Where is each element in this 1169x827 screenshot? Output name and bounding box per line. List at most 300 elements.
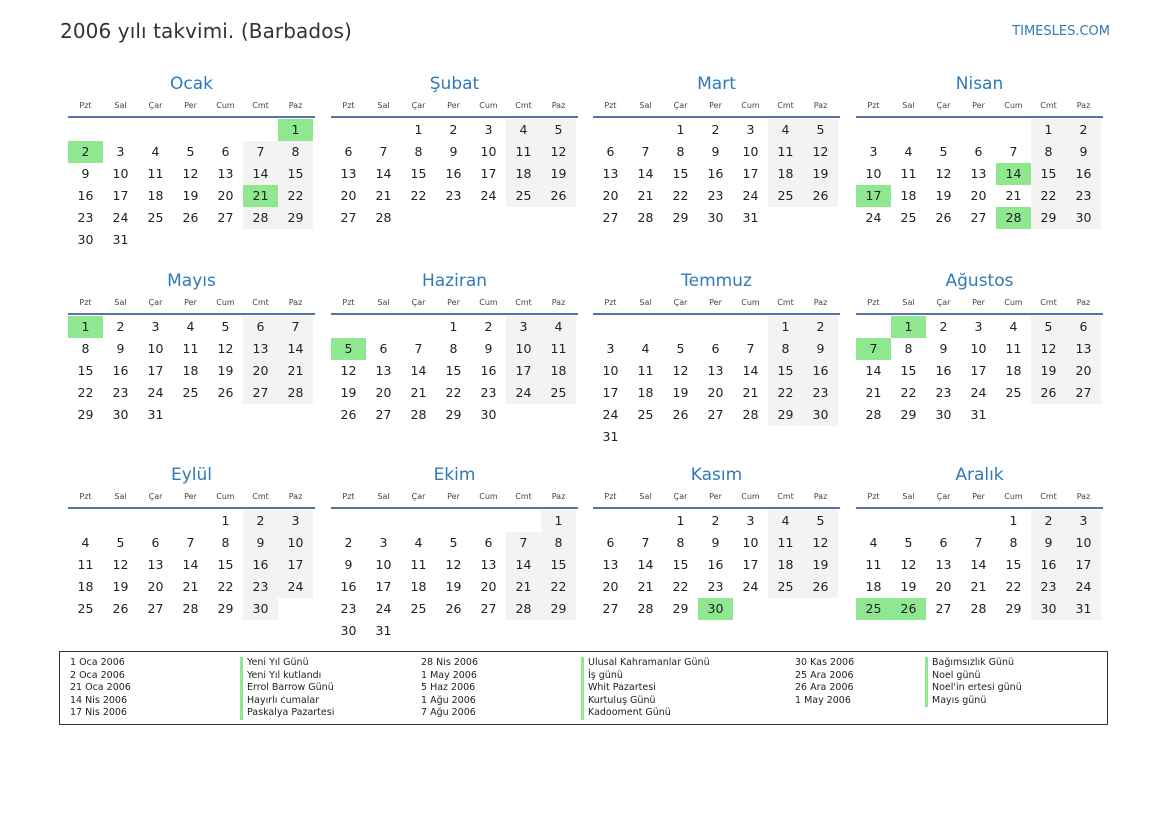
day-cell: 1	[1031, 119, 1066, 141]
day-cell: 6	[243, 316, 278, 338]
day-cell: 27	[602, 210, 619, 225]
day-cell: 8	[278, 141, 313, 163]
day-cell: 17	[480, 166, 497, 181]
weekday-label: Sal	[377, 101, 390, 110]
day-cell: 11	[77, 557, 94, 572]
day-cell: 2	[803, 316, 838, 338]
day-cell: 6	[1066, 316, 1101, 338]
day-cell: 4	[641, 341, 650, 356]
day-cell: 27	[935, 601, 952, 616]
weekday-label: Cum	[216, 101, 235, 110]
day-cell: 11	[410, 557, 427, 572]
day-cell: 21	[410, 385, 427, 400]
weekday-label: Sal	[377, 298, 390, 307]
day-cell: 14	[375, 166, 392, 181]
legend-holiday-name: Errol Barrow Günü	[240, 682, 334, 695]
day-cell: 8	[1009, 535, 1018, 550]
day-cell: 6	[221, 144, 230, 159]
weekday-label: Çar	[936, 298, 951, 307]
day-cell: 23	[1066, 185, 1101, 207]
month-name: Kasım	[690, 465, 743, 485]
day-cell: 9	[116, 341, 125, 356]
day-cell: 19	[803, 163, 838, 185]
weekday-label: Çar	[411, 101, 426, 110]
weekday-label: Paz	[813, 298, 828, 307]
holiday-day-cell: 30	[698, 598, 733, 620]
empty-cell	[961, 119, 996, 141]
weekday-label: Cmt	[1040, 101, 1057, 110]
weekday-label: Per	[972, 101, 985, 110]
day-cell: 22	[541, 576, 576, 598]
day-cell: 10	[742, 144, 759, 159]
holiday-day-cell: 26	[891, 598, 926, 620]
day-cell: 7	[1009, 144, 1018, 159]
day-cell: 8	[541, 532, 576, 554]
weekday-label: Cum	[216, 298, 235, 307]
day-cell: 6	[606, 144, 615, 159]
day-cell: 15	[217, 557, 234, 572]
day-cell: 14	[865, 363, 882, 378]
day-cell: 14	[970, 557, 987, 572]
day-cell: 21	[637, 579, 654, 594]
day-cell: 31	[742, 210, 759, 225]
day-cell: 7	[379, 144, 388, 159]
day-cell: 25	[147, 210, 164, 225]
day-cell: 21	[970, 579, 987, 594]
day-cell: 5	[541, 119, 576, 141]
weekday-label: Cmt	[777, 298, 794, 307]
day-cell: 26	[340, 407, 357, 422]
day-cell: 16	[1031, 554, 1066, 576]
day-cell: 5	[116, 535, 125, 550]
day-cell: 29	[1031, 207, 1066, 229]
day-cell: 21	[506, 576, 541, 598]
day-cell: 30	[480, 407, 497, 422]
day-cell: 11	[1005, 341, 1022, 356]
day-cell: 6	[344, 144, 353, 159]
day-cell: 20	[243, 360, 278, 382]
day-cell: 2	[484, 319, 493, 334]
weekday-label: Per	[184, 101, 197, 110]
day-cell: 4	[904, 144, 913, 159]
day-cell: 31	[147, 407, 164, 422]
day-grid	[856, 316, 1103, 426]
day-cell: 23	[1031, 576, 1066, 598]
day-cell: 9	[1066, 141, 1101, 163]
weekday-label: Per	[184, 298, 197, 307]
weekday-header	[856, 487, 1103, 509]
day-cell: 9	[1031, 532, 1066, 554]
day-cell: 5	[1031, 316, 1066, 338]
day-cell: 7	[243, 141, 278, 163]
day-cell: 22	[672, 188, 689, 203]
holiday-legend	[59, 651, 1108, 725]
weekday-label: Sal	[114, 492, 127, 501]
day-cell: 23	[935, 385, 952, 400]
day-cell: 5	[939, 144, 948, 159]
weekday-label: Sal	[639, 298, 652, 307]
day-cell: 11	[865, 557, 882, 572]
day-cell: 3	[746, 513, 755, 528]
day-cell: 8	[414, 144, 423, 159]
empty-cell	[366, 119, 401, 141]
day-cell: 7	[641, 535, 650, 550]
day-cell: 17	[602, 385, 619, 400]
day-cell: 15	[768, 360, 803, 382]
day-cell: 16	[803, 360, 838, 382]
day-cell: 12	[445, 557, 462, 572]
day-cell: 4	[541, 316, 576, 338]
day-cell: 24	[742, 579, 759, 594]
month-name: Ocak	[170, 74, 213, 94]
day-cell: 25	[637, 407, 654, 422]
day-cell: 9	[803, 338, 838, 360]
month-11	[593, 464, 840, 620]
day-cell: 9	[344, 557, 353, 572]
legend-date: 2 Oca 2006	[70, 669, 125, 681]
day-cell: 22	[900, 385, 917, 400]
month-name: Mayıs	[167, 271, 216, 291]
legend-date: 1 May 2006	[795, 694, 851, 706]
weekday-label: Per	[972, 492, 985, 501]
legend-holiday-name: İş günü	[581, 670, 623, 683]
holiday-day-cell: 1	[278, 119, 313, 141]
day-cell: 27	[602, 601, 619, 616]
day-cell: 1	[676, 513, 685, 528]
day-cell: 20	[707, 385, 724, 400]
day-cell: 6	[379, 341, 388, 356]
day-cell: 16	[935, 363, 952, 378]
legend-item	[795, 657, 1022, 670]
weekday-label: Sal	[902, 101, 915, 110]
day-cell: 15	[445, 363, 462, 378]
day-cell: 24	[112, 210, 129, 225]
weekday-label: Cmt	[252, 298, 269, 307]
empty-cell	[401, 510, 436, 532]
day-cell: 13	[480, 557, 497, 572]
day-cell: 28	[243, 207, 278, 229]
weekday-label: Cmt	[777, 101, 794, 110]
day-cell: 11	[900, 166, 917, 181]
day-cell: 4	[768, 510, 803, 532]
month-name: Haziran	[421, 271, 488, 291]
weekday-label: Paz	[288, 101, 303, 110]
legend-holiday-name: Mayıs günü	[925, 695, 986, 708]
legend-holiday-name: Kadooment Günü	[581, 707, 671, 720]
day-cell: 29	[278, 207, 313, 229]
day-cell: 13	[375, 363, 392, 378]
day-cell: 31	[1066, 598, 1101, 620]
day-cell: 8	[449, 341, 458, 356]
day-cell: 18	[541, 360, 576, 382]
weekday-header	[856, 293, 1103, 315]
day-cell: 24	[278, 576, 313, 598]
weekday-header	[68, 293, 315, 315]
holiday-day-cell: 28	[996, 207, 1031, 229]
day-cell: 16	[707, 557, 724, 572]
weekday-label: Cum	[216, 492, 235, 501]
empty-cell	[506, 510, 541, 532]
day-cell: 22	[1005, 579, 1022, 594]
day-cell: 8	[676, 535, 685, 550]
legend-item	[70, 707, 334, 720]
day-cell: 8	[768, 338, 803, 360]
day-cell: 9	[711, 535, 720, 550]
day-cell: 21	[865, 385, 882, 400]
empty-cell	[331, 119, 366, 141]
day-cell: 12	[672, 363, 689, 378]
day-cell: 25	[541, 382, 576, 404]
weekday-label: Cum	[741, 298, 760, 307]
day-cell: 29	[445, 407, 462, 422]
weekday-label: Sal	[902, 492, 915, 501]
day-cell: 3	[869, 144, 878, 159]
day-cell: 3	[1066, 510, 1101, 532]
legend-date: 25 Ara 2006	[795, 669, 854, 681]
weekday-label: Paz	[1076, 298, 1091, 307]
weekday-label: Per	[709, 298, 722, 307]
day-cell: 26	[935, 210, 952, 225]
day-cell: 18	[900, 188, 917, 203]
legend-holiday-name: Kurtuluş Günü	[581, 695, 655, 708]
day-cell: 6	[711, 341, 720, 356]
weekday-header	[593, 96, 840, 118]
legend-holiday-name: Yeni Yıl kutlandı	[240, 670, 321, 683]
day-grid	[331, 119, 578, 229]
holiday-day-cell: 5	[331, 338, 366, 360]
legend-item	[70, 670, 334, 683]
legend-date: 17 Nis 2006	[70, 707, 127, 719]
day-cell: 12	[803, 141, 838, 163]
weekday-label: Cum	[741, 492, 760, 501]
weekday-header	[331, 96, 578, 118]
legend-date: 28 Nis 2006	[421, 657, 478, 668]
empty-cell	[961, 510, 996, 532]
day-cell: 3	[151, 319, 160, 334]
day-cell: 20	[340, 188, 357, 203]
day-cell: 12	[182, 166, 199, 181]
weekday-label: Pzt	[79, 492, 92, 501]
legend-item	[70, 657, 334, 670]
legend-date: 21 Oca 2006	[70, 682, 131, 694]
legend-column	[70, 657, 334, 720]
holiday-day-cell: 21	[243, 185, 278, 207]
empty-cell	[138, 510, 173, 532]
day-cell: 15	[900, 363, 917, 378]
month-name: Aralık	[955, 465, 1004, 485]
weekday-label: Per	[709, 492, 722, 501]
legend-item	[421, 707, 710, 720]
day-cell: 10	[375, 557, 392, 572]
day-cell: 18	[1005, 363, 1022, 378]
empty-cell	[926, 510, 961, 532]
legend-holiday-name: Paskalya Pazartesi	[240, 707, 334, 720]
day-cell: 13	[340, 166, 357, 181]
weekday-label: Per	[709, 101, 722, 110]
weekday-label: Sal	[639, 101, 652, 110]
day-cell: 5	[904, 535, 913, 550]
site-link[interactable]: TIMESLES.COM	[1012, 24, 1110, 39]
weekday-label: Paz	[551, 101, 566, 110]
month-3	[593, 73, 840, 229]
holiday-day-cell: 1	[891, 316, 926, 338]
legend-date: 30 Kas 2006	[795, 657, 855, 668]
day-cell: 18	[768, 163, 803, 185]
weekday-header	[593, 487, 840, 509]
day-cell: 28	[865, 407, 882, 422]
day-cell: 29	[217, 601, 234, 616]
day-cell: 22	[1031, 185, 1066, 207]
month-7	[593, 270, 840, 448]
day-cell: 31	[375, 623, 392, 638]
day-cell: 10	[865, 166, 882, 181]
day-cell: 15	[541, 554, 576, 576]
day-cell: 21	[375, 188, 392, 203]
empty-cell	[628, 119, 663, 141]
day-cell: 29	[541, 598, 576, 620]
weekday-label: Paz	[288, 298, 303, 307]
day-cell: 17	[742, 166, 759, 181]
weekday-label: Cmt	[252, 492, 269, 501]
day-cell: 14	[278, 338, 313, 360]
legend-date: 14 Nis 2006	[70, 694, 127, 706]
day-cell: 1	[449, 319, 458, 334]
day-cell: 31	[970, 407, 987, 422]
day-cell: 29	[1005, 601, 1022, 616]
day-cell: 9	[81, 166, 90, 181]
day-cell: 28	[278, 382, 313, 404]
day-cell: 11	[147, 166, 164, 181]
legend-holiday-name: Hayırlı cumalar	[240, 695, 319, 708]
day-cell: 10	[1066, 532, 1101, 554]
day-cell: 8	[221, 535, 230, 550]
month-1	[68, 73, 315, 251]
day-cell: 25	[182, 385, 199, 400]
day-cell: 26	[112, 601, 129, 616]
empty-cell	[471, 510, 506, 532]
day-cell: 28	[637, 210, 654, 225]
legend-holiday-name: Noel'in ertesi günü	[925, 682, 1022, 695]
weekday-label: Paz	[551, 492, 566, 501]
weekday-label: Cmt	[777, 492, 794, 501]
day-cell: 25	[77, 601, 94, 616]
day-cell: 27	[243, 382, 278, 404]
page-title: 2006 yılı takvimi. (Barbados)	[60, 19, 352, 43]
day-cell: 17	[970, 363, 987, 378]
weekday-label: Pzt	[867, 298, 880, 307]
legend-date: 1 Ağu 2006	[421, 694, 476, 706]
day-cell: 30	[1066, 207, 1101, 229]
day-cell: 10	[480, 144, 497, 159]
day-cell: 29	[900, 407, 917, 422]
legend-item	[795, 695, 1022, 708]
day-cell: 4	[506, 119, 541, 141]
weekday-label: Çar	[673, 298, 688, 307]
day-cell: 12	[803, 532, 838, 554]
empty-cell	[173, 119, 208, 141]
day-cell: 6	[484, 535, 493, 550]
holiday-day-cell: 17	[856, 185, 891, 207]
day-grid	[856, 119, 1103, 229]
empty-cell	[68, 510, 103, 532]
day-cell: 15	[1031, 163, 1066, 185]
day-cell: 12	[217, 341, 234, 356]
day-cell: 27	[970, 210, 987, 225]
day-cell: 19	[803, 554, 838, 576]
weekday-label: Paz	[288, 492, 303, 501]
day-cell: 27	[340, 210, 357, 225]
empty-cell	[68, 119, 103, 141]
day-cell: 2	[116, 319, 125, 334]
weekday-label: Paz	[813, 101, 828, 110]
day-cell: 19	[217, 363, 234, 378]
day-cell: 11	[182, 341, 199, 356]
day-cell: 9	[484, 341, 493, 356]
day-cell: 24	[742, 188, 759, 203]
day-cell: 1	[768, 316, 803, 338]
day-cell: 13	[970, 166, 987, 181]
day-cell: 6	[974, 144, 983, 159]
day-cell: 22	[77, 385, 94, 400]
legend-item	[421, 695, 710, 708]
empty-cell	[366, 316, 401, 338]
legend-holiday-name: Bağımsızlık Günü	[925, 657, 1014, 670]
weekday-header	[68, 487, 315, 509]
day-grid	[593, 316, 840, 448]
weekday-label: Cmt	[1040, 298, 1057, 307]
day-cell: 17	[112, 188, 129, 203]
legend-date: 1 Oca 2006	[70, 657, 125, 668]
day-cell: 12	[935, 166, 952, 181]
weekday-label: Pzt	[867, 101, 880, 110]
day-cell: 28	[742, 407, 759, 422]
weekday-label: Per	[447, 101, 460, 110]
weekday-label: Per	[184, 492, 197, 501]
weekday-label: Pzt	[604, 492, 617, 501]
empty-cell	[996, 119, 1031, 141]
weekday-label: Cum	[1004, 101, 1023, 110]
legend-item	[795, 670, 1022, 683]
day-cell: 26	[217, 385, 234, 400]
month-6	[331, 270, 578, 426]
day-cell: 7	[506, 532, 541, 554]
weekday-label: Cum	[1004, 298, 1023, 307]
holiday-day-cell: 1	[68, 316, 103, 338]
day-cell: 11	[637, 363, 654, 378]
weekday-label: Pzt	[867, 492, 880, 501]
weekday-label: Çar	[411, 492, 426, 501]
legend-item	[795, 682, 1022, 695]
weekday-label: Cmt	[515, 492, 532, 501]
day-grid	[331, 316, 578, 426]
empty-cell	[628, 510, 663, 532]
day-cell: 3	[278, 510, 313, 532]
day-cell: 17	[1066, 554, 1101, 576]
day-cell: 28	[375, 210, 392, 225]
month-8	[856, 270, 1103, 426]
weekday-label: Paz	[1076, 492, 1091, 501]
day-cell: 24	[970, 385, 987, 400]
day-cell: 14	[410, 363, 427, 378]
day-cell: 20	[602, 188, 619, 203]
day-cell: 13	[602, 557, 619, 572]
day-cell: 30	[243, 598, 278, 620]
day-cell: 20	[217, 188, 234, 203]
day-cell: 16	[77, 188, 94, 203]
weekday-label: Paz	[1076, 101, 1091, 110]
legend-column	[795, 657, 1022, 707]
day-cell: 27	[147, 601, 164, 616]
